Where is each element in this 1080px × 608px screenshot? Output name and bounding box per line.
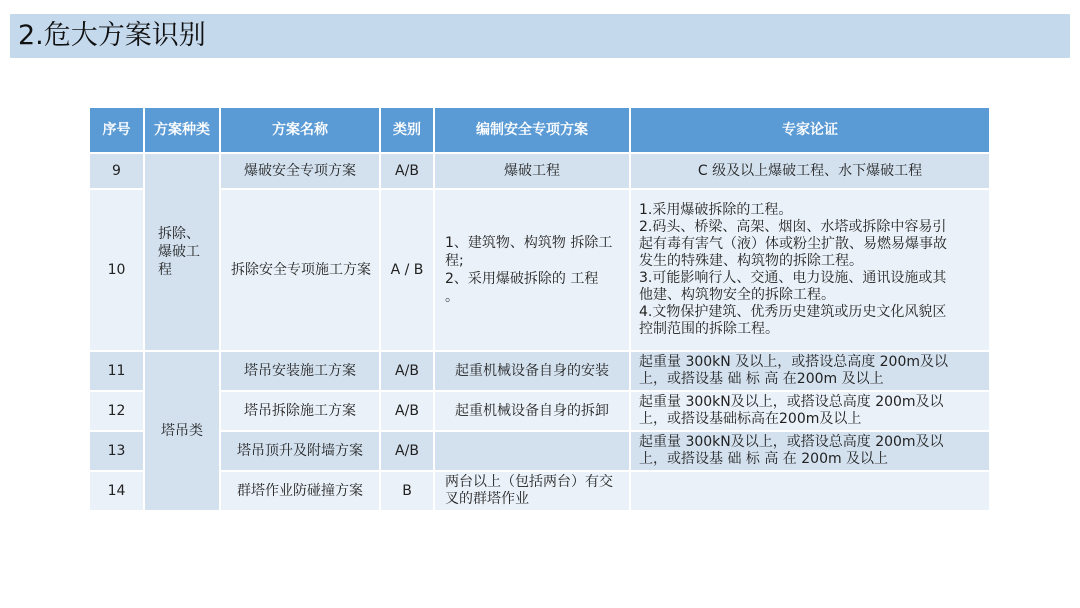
header-category: 类别 [380,108,434,153]
row-special: 起重机械设备自身的安装 [434,351,630,391]
row-name: 爆破安全专项方案 [220,153,380,189]
header-no: 序号 [90,108,144,153]
row-special-text: 两台以上（包括两台）有交叉的群塔作业 [445,474,613,507]
row-category: A/B [380,391,434,431]
row-expert [630,391,990,431]
row-no: 13 [90,431,144,471]
table-row [90,471,990,510]
table-row [90,189,990,351]
group-crane: 塔吊类 [144,351,220,510]
expert-line: 上，或搭设基础标高在200m及以上 [639,411,862,427]
row-no: 12 [90,391,144,431]
table-header-row [90,108,990,153]
row-expert [630,471,990,510]
table-row [90,153,990,189]
row-category: A / B [380,189,434,351]
table-row [90,431,990,471]
row-name-text: 拆除安全专项施工方案 [231,262,371,278]
row-expert [630,431,990,471]
expert-lines [639,202,983,338]
row-special [434,189,630,351]
page-title: 2.危大方案识别 [18,20,206,51]
row-no: 14 [90,471,144,510]
expert-line: 上，或搭设基 础 标 高 在 200m 及以上 [639,451,889,467]
expert-line: 控制范围的拆除工程。 [639,321,779,337]
table-row [90,351,990,391]
row-name: 塔吊安装施工方案 [220,351,380,391]
row-expert [630,189,990,351]
title-bar [10,14,1070,58]
row-expert: C 级及以上爆破工程、水下爆破工程 [630,153,990,189]
header-expert: 专家论证 [630,108,990,153]
group-demolition [144,153,220,351]
expert-lines [639,394,983,428]
table-row [90,391,990,431]
row-special: 爆破工程 [434,153,630,189]
row-category: B [380,471,434,510]
row-name: 塔吊顶升及附墙方案 [220,431,380,471]
expert-line: 上，或搭设基 础 标 高 在200m 及以上 [639,371,884,387]
row-special [434,431,630,471]
row-special-text: 1、建筑物、构筑物 拆除工程; 2、采用爆破拆除的 工程 。 [445,235,613,305]
row-name: 群塔作业防碰撞方案 [220,471,380,510]
expert-line: 起重量 300kN及以上，或搭设总高度 200m及以 [639,434,944,450]
expert-line: 起重量 300kN及以上，或搭设总高度 200m及以 [639,394,944,410]
row-category: A/B [380,431,434,471]
expert-line: 3.可能影响行人、交通、电力设施、通讯设施或其 [639,270,947,286]
expert-lines [639,354,983,388]
expert-line: 他建、构筑物安全的拆除工程。 [639,287,835,303]
row-name [220,189,380,351]
expert-line: 1.采用爆破拆除的工程。 [639,202,793,218]
row-no: 11 [90,351,144,391]
row-name: 塔吊拆除施工方案 [220,391,380,431]
row-special [434,471,630,510]
header-type: 方案种类 [144,108,220,153]
row-expert [630,351,990,391]
row-special: 起重机械设备自身的拆卸 [434,391,630,431]
expert-line: 4.文物保护建筑、优秀历史建筑或历史文化风貌区 [639,304,947,320]
row-no: 9 [90,153,144,189]
expert-line: 2.码头、桥梁、高架、烟囱、水塔或拆除中容易引 [639,219,947,235]
row-category: A/B [380,153,434,189]
expert-line: 起有毒有害气（液）体或粉尘扩散、易燃易爆事故 [639,236,947,252]
expert-line: 发生的特殊建、构筑物的拆除工程。 [639,253,863,269]
row-no: 10 [90,189,144,351]
expert-lines [639,434,983,468]
plan-table [90,108,991,510]
expert-line: 起重量 300kN 及以上，或搭设总高度 200m及以 [639,354,949,370]
header-name: 方案名称 [220,108,380,153]
group-demolition-label: 拆除、爆破工程 [158,226,200,278]
header-special-plan: 编制安全专项方案 [434,108,630,153]
row-category: A/B [380,351,434,391]
